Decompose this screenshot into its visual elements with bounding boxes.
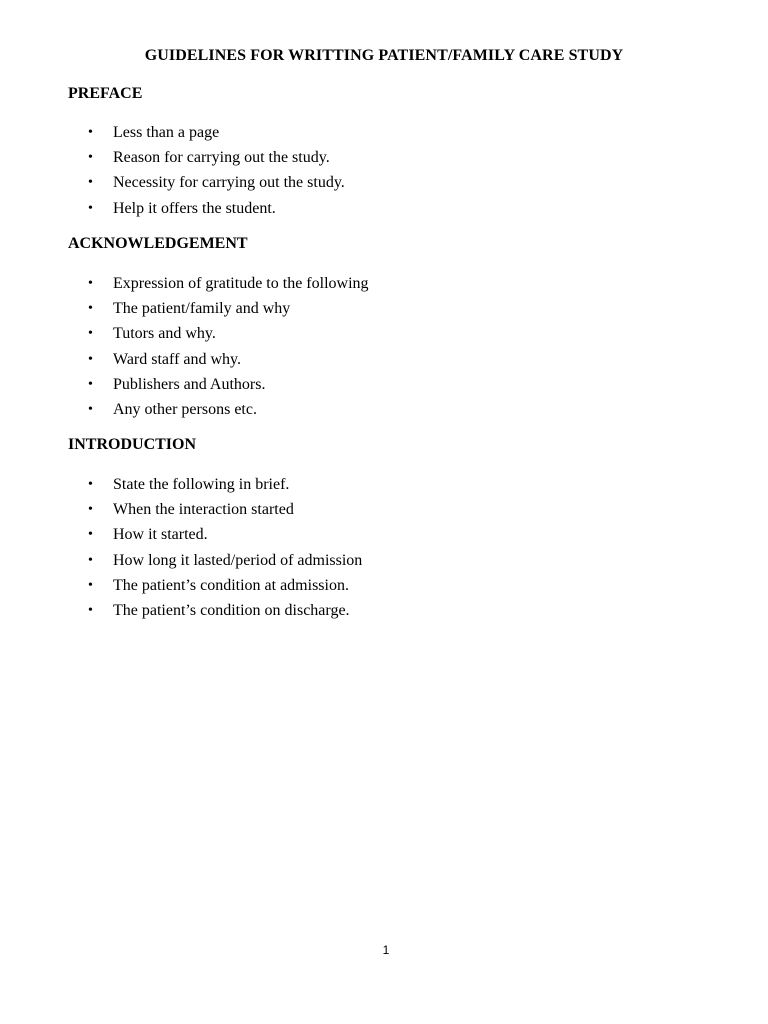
list-item-text: Necessity for carrying out the study. — [113, 174, 345, 192]
list-item — [88, 372, 369, 397]
bullet-icon: • — [88, 200, 93, 216]
bullet-icon: • — [88, 401, 93, 417]
list-item — [88, 573, 362, 598]
bullet-icon: • — [88, 326, 93, 342]
section-heading-introduction: INTRODUCTION — [68, 436, 197, 453]
list-item — [88, 296, 369, 321]
list-item-text: Help it offers the student. — [113, 199, 276, 217]
list-item-text: Reason for carrying out the study. — [113, 149, 330, 167]
bullet-icon: • — [88, 577, 93, 593]
list-item-text: Tutors and why. — [113, 325, 216, 343]
list-item-text: The patient/family and why — [113, 300, 291, 318]
document-title: GUIDELINES FOR WRITTING PATIENT/FAMILY CARE STUDY — [144, 47, 624, 64]
list-item-text: The patient’s condition at admission. — [113, 576, 349, 594]
list-item-text: Ward staff and why. — [113, 350, 242, 368]
bullet-icon: • — [88, 502, 93, 518]
list-item — [88, 120, 345, 145]
section-heading-acknowledgement: ACKNOWLEDGEMENT — [68, 235, 248, 252]
list-item-text: How long it lasted/period of admission — [113, 551, 363, 569]
bullet-icon: • — [88, 552, 93, 568]
list-item — [88, 196, 345, 221]
list-item-text: Publishers and Authors. — [113, 375, 266, 393]
bullet-icon: • — [88, 150, 93, 166]
list-item-text: How it started. — [113, 526, 208, 544]
bullet-icon: • — [88, 125, 93, 140]
bullet-icon: • — [88, 276, 93, 291]
list-item — [88, 170, 345, 195]
list-item — [88, 598, 362, 623]
bullet-icon: • — [88, 527, 93, 543]
list-item — [88, 472, 362, 497]
page-number: 1 — [382, 943, 390, 957]
bullet-icon: • — [88, 376, 93, 392]
bullet-icon: • — [88, 477, 93, 492]
list-item-text: Expression of gratitude to the following — [113, 275, 369, 292]
introduction-list — [88, 472, 362, 623]
list-item-text: When the interaction started — [113, 501, 294, 519]
list-item-text: State the following in brief. — [113, 476, 290, 493]
list-item-text: The patient’s condition on discharge. — [113, 601, 350, 619]
bullet-icon: • — [88, 351, 93, 367]
list-item-text: Less than a page — [113, 124, 220, 141]
list-item — [88, 522, 362, 547]
list-item-text: Any other persons etc. — [113, 400, 257, 418]
section-heading-preface: PREFACE — [68, 85, 143, 102]
bullet-icon: • — [88, 602, 93, 618]
bullet-icon: • — [88, 175, 93, 191]
list-item — [88, 347, 369, 372]
list-item — [88, 145, 345, 170]
bullet-icon: • — [88, 301, 93, 317]
list-item — [88, 397, 369, 422]
acknowledgement-list — [88, 271, 369, 422]
list-item — [88, 321, 369, 346]
list-item — [88, 271, 369, 296]
list-item — [88, 548, 362, 573]
preface-list — [88, 120, 345, 221]
list-item — [88, 497, 362, 522]
